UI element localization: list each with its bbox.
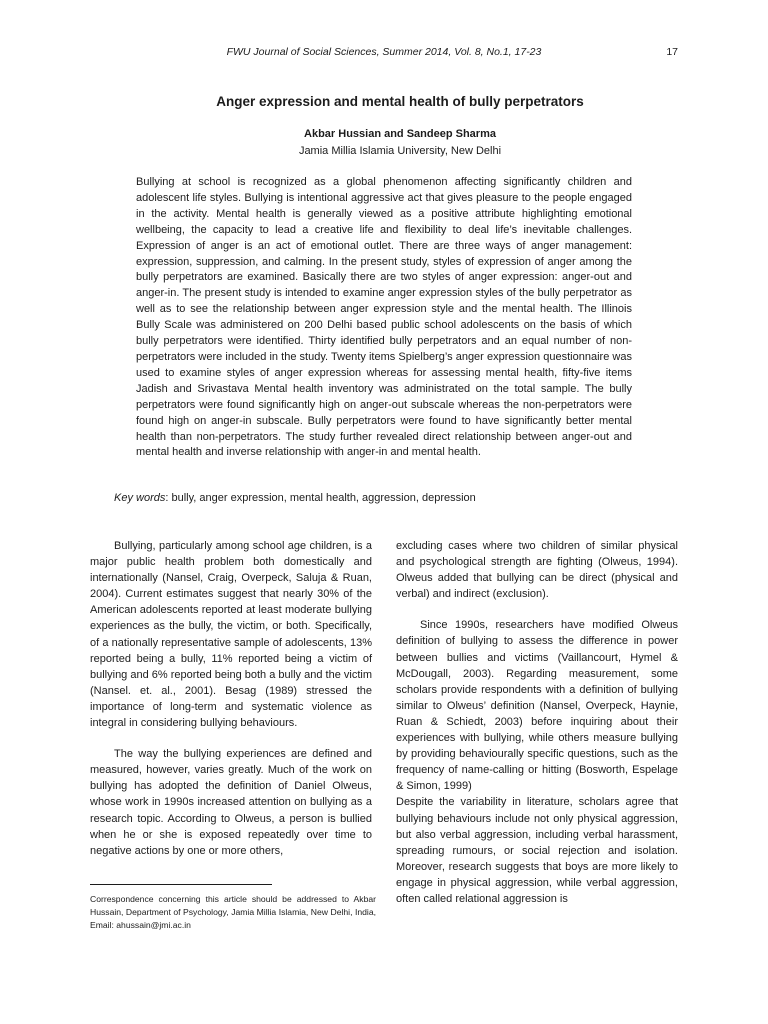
keywords-list: : bully, anger expression, mental health, aggression, depression: [165, 492, 476, 504]
body-paragraph: Despite the variability in literature, scholars agree that bullying behaviours include not only physical aggression, but also verbal aggression, including verbal harassment, spreading rumours, or social rejection and isolation. Moreover, research suggests that boys are more likely to engage in physical aggression, while verbal aggression, often called relational aggression is: [396, 796, 678, 905]
running-header: [0, 46, 768, 62]
article-title: Anger expression and mental health of bully perpetrators: [216, 94, 584, 109]
body-column-left: [90, 538, 372, 859]
keywords: [114, 490, 674, 506]
journal-citation: FWU Journal of Social Sciences, Summer 2014, Vol. 8, No.1, 17-23: [226, 46, 542, 58]
page-number: 17: [666, 46, 678, 58]
author-affiliation: Jamia Millia Islamia University, New Delhi: [298, 145, 502, 157]
keywords-label: Key words: [114, 492, 166, 504]
body-paragraph: Since 1990s, researchers have modified Olweus definition of bullying to assess the difference in power between bullies and victims (Vaillancourt, Hymel & McDougall, 2003). Regarding measurement, some scholars provide respondents with a definition of bullying similar to Olweus’ definition (Nansel, Overpeck, Haynie, Ruan & Schiedt, 2003) before inquiring about their experiences with bullying, while others measure bullying by providing behaviourally specific questions, such as the frequency of name-calling or hitting (Bosworth, Espelage & Simon, 1999): [396, 619, 678, 793]
body-paragraph: excluding cases where two children of similar physical and psychological strength are fighting (Olweus, 1994). Olweus added that bullying can be direct (physical and verbal) and indirect (exclusion).: [396, 540, 678, 601]
author-names: Akbar Hussian and Sandeep Sharma: [304, 128, 496, 140]
body-column-right: [396, 538, 678, 907]
body-paragraph: The way the bullying experiences are defined and measured, however, varies greatly. Much of the work on bullying has adopted the definition of Daniel Olweus, whose work in 1990s increased attention on bullying as a research topic. According to Olweus, a person is bullied when he or she is exposed repeatedly over time to negative actions by one or more others,: [90, 748, 372, 857]
footnote-divider: [90, 884, 272, 885]
body-paragraph: Bullying, particularly among school age children, is a major public health problem both domestically and internationally (Nansel, Craig, Overpeck, Saluja & Ruan, 2004). Current estimates suggest that nearly 30% of the American adolescents reported at least moderate bullying experiences as the bully, the victim, or both. Specifically, of a nationally representative sample of adolescents, 13% reported being a bully, 11% reported being a victim of bullying and 6% reported being both a bully and the victim (Nansel. et. al., 2001). Besag (1989) stressed the importance of long-term and systematic violence as integral in considering bullying behaviours.: [90, 540, 372, 730]
correspondence-footnote: Correspondence concerning this article should be addressed to Akbar Hussain, Department of Psychology, Jamia Millia Islamia, New Delhi, India, Email: ahussain@jmi.ac.in: [90, 894, 376, 930]
abstract: Bullying at school is recognized as a global phenomenon affecting significantly children and adolescent life styles. Bullying is intentional aggressive act that gives pleasure to the people engaged in the activity. Mental health is generally viewed as a positive attribute highlighting emotional wellbeing, the capacity to lead a creative life and flexibility to deal life’s inevitable challenges. Expression of anger is an act of emotional outlet. There are three ways of anger management: expression, suppression, and calming. In the present study, styles of expression of anger among the bully perpetrators are examined. Basically there are two styles of anger expression: anger-out and anger-in. The present study is intended to examine anger expression styles of the bully perpetrator as well as to see the relationship between anger expression style and the mental health. The Illinois Bully Scale was administered on 200 Delhi based public school adolescents on the basis of which bully perpetrators were identified. Thirty identified bully perpetrators and an equal number of non-perpetrators were included in the study. Twenty items Spielberg’s anger expression questionnaire was used to examine styles of anger expression whereas for assessing mental health, fifty-five items Jadish and Srivastava Mental health inventory was administrated on the total sample. The bully perpetrators were found significantly high on anger-out subscale whereas the non-perpetrators were found high on anger-in subscale. Bully perpetrators were found to have significantly better mental health than non-perpetrators. The study further revealed direct relationship between anger-out and mental health and inverse relationship with anger-in and mental health.: [136, 176, 632, 459]
